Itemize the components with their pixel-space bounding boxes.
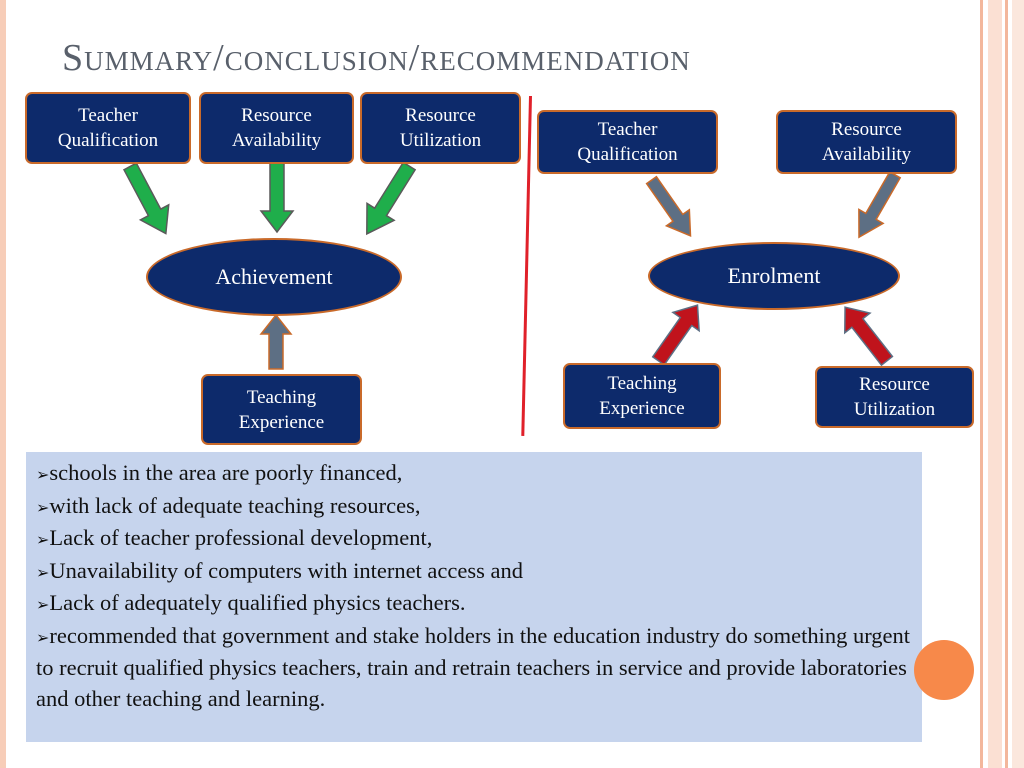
bullet-icon: ➢ [36, 595, 50, 614]
arrow-teaching-experience-to-achievement [261, 315, 291, 369]
arrow-teacher-qualification-to-achievement [116, 159, 180, 241]
bullet-icon: ➢ [36, 562, 50, 582]
summary-item: ➢Unavailability of computers with internet access and [36, 557, 524, 583]
box-resource-availability-right: Resource Availability [776, 110, 957, 174]
box-teaching-experience-right: Teaching Experience [563, 363, 721, 429]
arrow-resource-utilization-to-enrolment [832, 297, 899, 370]
bullet-icon: ➢ [36, 530, 50, 549]
bullet-icon: ➢ [36, 465, 50, 484]
decorative-orange-circle [914, 640, 974, 700]
arrow-resource-availability-to-achievement [261, 162, 293, 232]
summary-item: ➢with lack of adequate teaching resources, [36, 492, 421, 518]
slide-title: Summary/conclusion/recommendation [62, 37, 691, 79]
arrow-teaching-experience-to-enrolment [645, 296, 710, 370]
summary-item: ➢recommended that government and stake holders in the education industry do something urgent to recruit qualified physics teachers, train and retrain teachers in service and provide laboratories and other teaching and learning. [36, 622, 911, 711]
bullet-icon: ➢ [36, 497, 50, 517]
bullet-icon: ➢ [36, 627, 50, 647]
box-teacher-qualification-right: Teacher Qualification [537, 110, 718, 174]
summary-item: ➢Lack of teacher professional development, [36, 525, 433, 550]
box-resource-utilization-left: Resource Utilization [360, 92, 521, 164]
box-teacher-qualification-left: Teacher Qualification [25, 92, 191, 164]
box-teaching-experience-left: Teaching Experience [201, 374, 362, 445]
oval-achievement: Achievement [146, 238, 402, 316]
summary-box [26, 452, 922, 742]
arrow-resource-utilization-to-achievement [353, 158, 423, 243]
arrow-resource-availability-to-enrolment [847, 168, 907, 244]
summary-item: ➢schools in the area are poorly financed, [36, 460, 403, 485]
box-resource-availability-left: Resource Availability [199, 92, 354, 164]
arrow-teacher-qualification-to-enrolment [640, 172, 702, 244]
box-resource-utilization-right: Resource Utilization [815, 366, 974, 428]
summary-item: ➢Lack of adequately qualified physics teachers. [36, 590, 466, 615]
oval-enrolment: Enrolment [648, 242, 900, 310]
